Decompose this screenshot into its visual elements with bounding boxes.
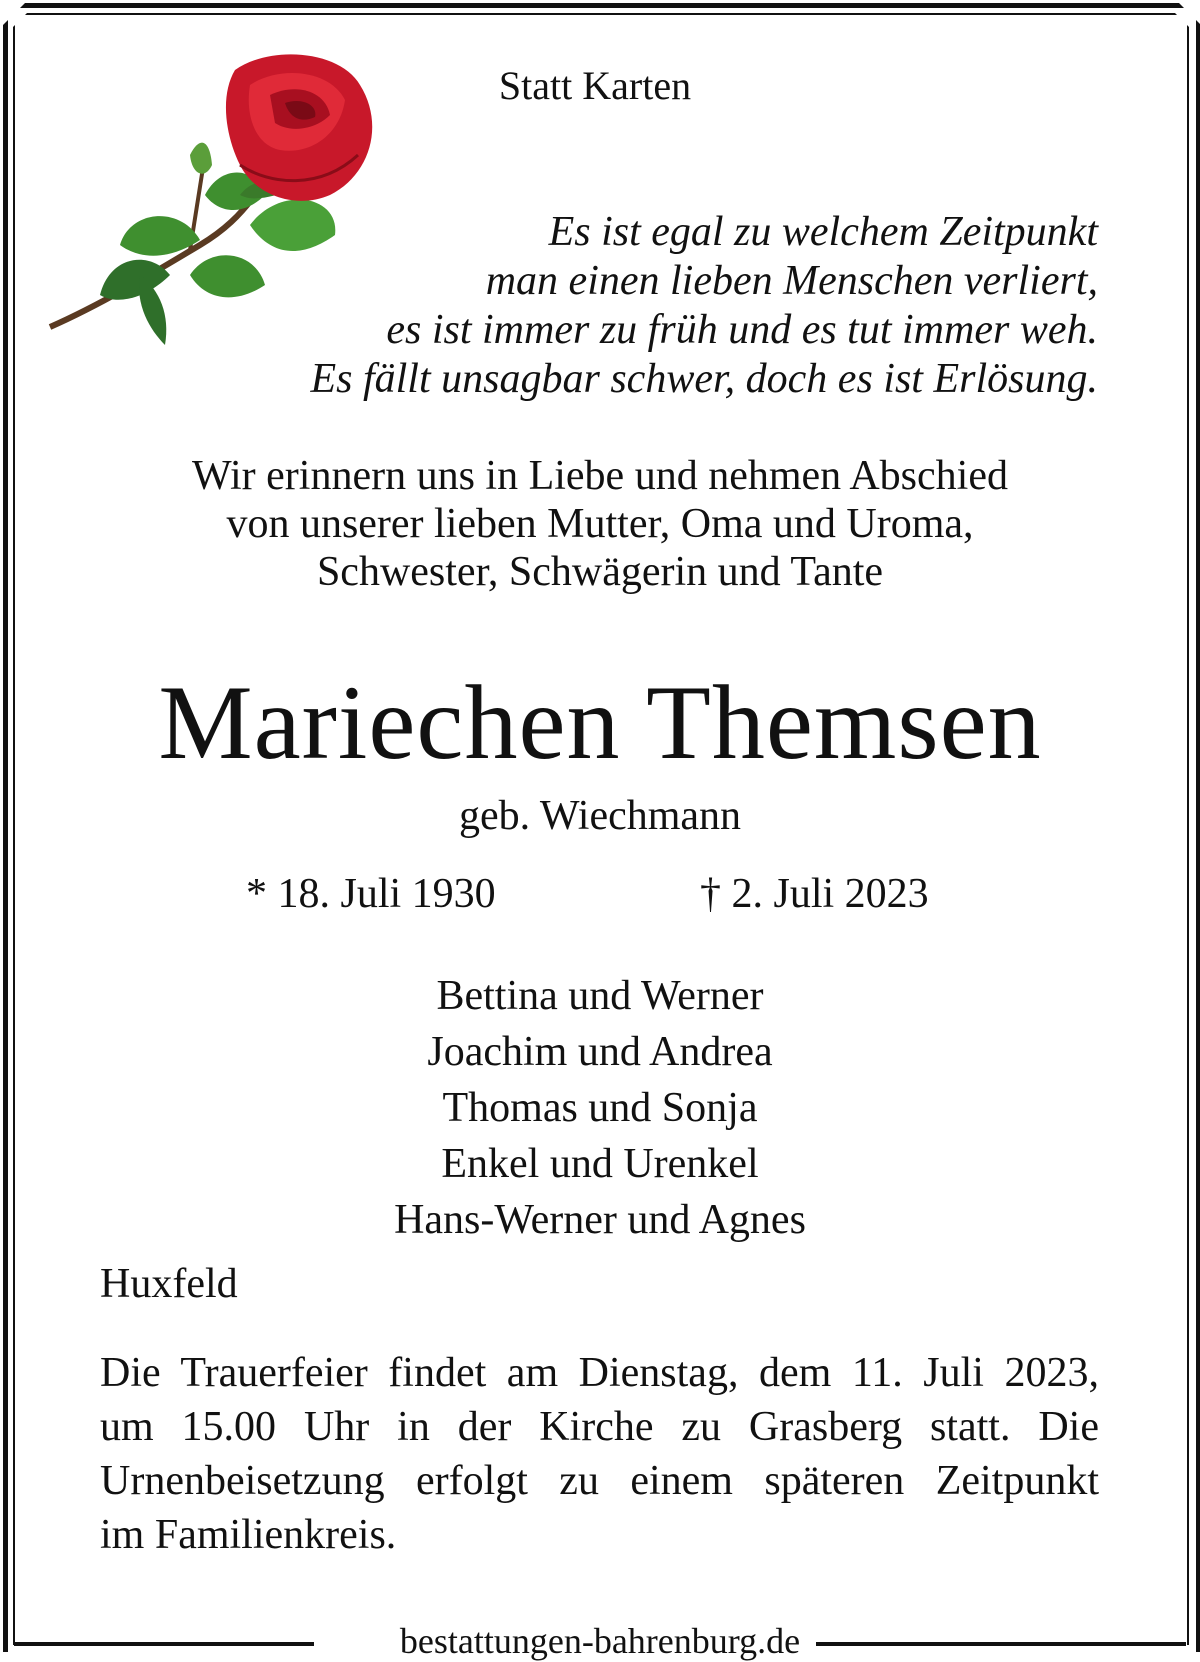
footer xyxy=(14,1620,1186,1660)
family-member: Thomas und Sonja xyxy=(442,1085,758,1131)
intro-line: Schwester, Schwägerin und Tante xyxy=(316,549,884,595)
poem-line: es ist immer zu früh und es tut immer weh. xyxy=(386,307,1098,353)
family-member: Bettina und Werner xyxy=(436,973,764,1019)
intro-line: von unserer lieben Mutter, Oma und Uroma, xyxy=(226,501,974,547)
deceased-name: Mariechen Themsen xyxy=(158,664,1042,781)
poem-line: Es ist egal zu welchem Zeitpunkt xyxy=(548,209,1098,255)
family-member: Enkel und Urenkel xyxy=(441,1141,759,1187)
ceremony-info xyxy=(100,1346,1099,1562)
intro-line: Wir erinnern uns in Liebe und nehmen Abschied xyxy=(192,453,1008,499)
footer-text-wrap xyxy=(14,1620,1186,1662)
ceremony-line: Die Trauerfeier findet am Dienstag, dem 11. Juli 2023, xyxy=(100,1350,1099,1396)
death-date: † 2. Juli 2023 xyxy=(700,871,929,917)
poem-line: man einen lieben Menschen verliert, xyxy=(485,258,1098,304)
farewell-intro xyxy=(0,452,1200,596)
family-member: Joachim und Andrea xyxy=(427,1029,773,1075)
ceremony-line: Urnenbeisetzung erfolgt zu einem späteren Zeitpunkt xyxy=(100,1458,1099,1504)
family-member: Hans-Werner und Agnes xyxy=(394,1197,806,1243)
poem-line: Es fällt unsagbar schwer, doch es ist Erlösung. xyxy=(310,356,1098,402)
birth-date: * 18. Juli 1930 xyxy=(246,871,496,917)
family-list xyxy=(0,968,1200,1248)
birth-name: geb. Wiechmann xyxy=(458,793,742,839)
ceremony-line: im Familienkreis. xyxy=(100,1512,397,1558)
ceremony-line: um 15.00 Uhr in der Kirche zu Grasberg statt. Die xyxy=(100,1404,1099,1450)
statt-karten-heading: Statt Karten xyxy=(498,63,692,108)
website-link[interactable]: bestattungen-bahrenburg.de xyxy=(384,1621,816,1661)
poem xyxy=(310,208,1098,404)
place: Huxfeld xyxy=(100,1261,238,1307)
